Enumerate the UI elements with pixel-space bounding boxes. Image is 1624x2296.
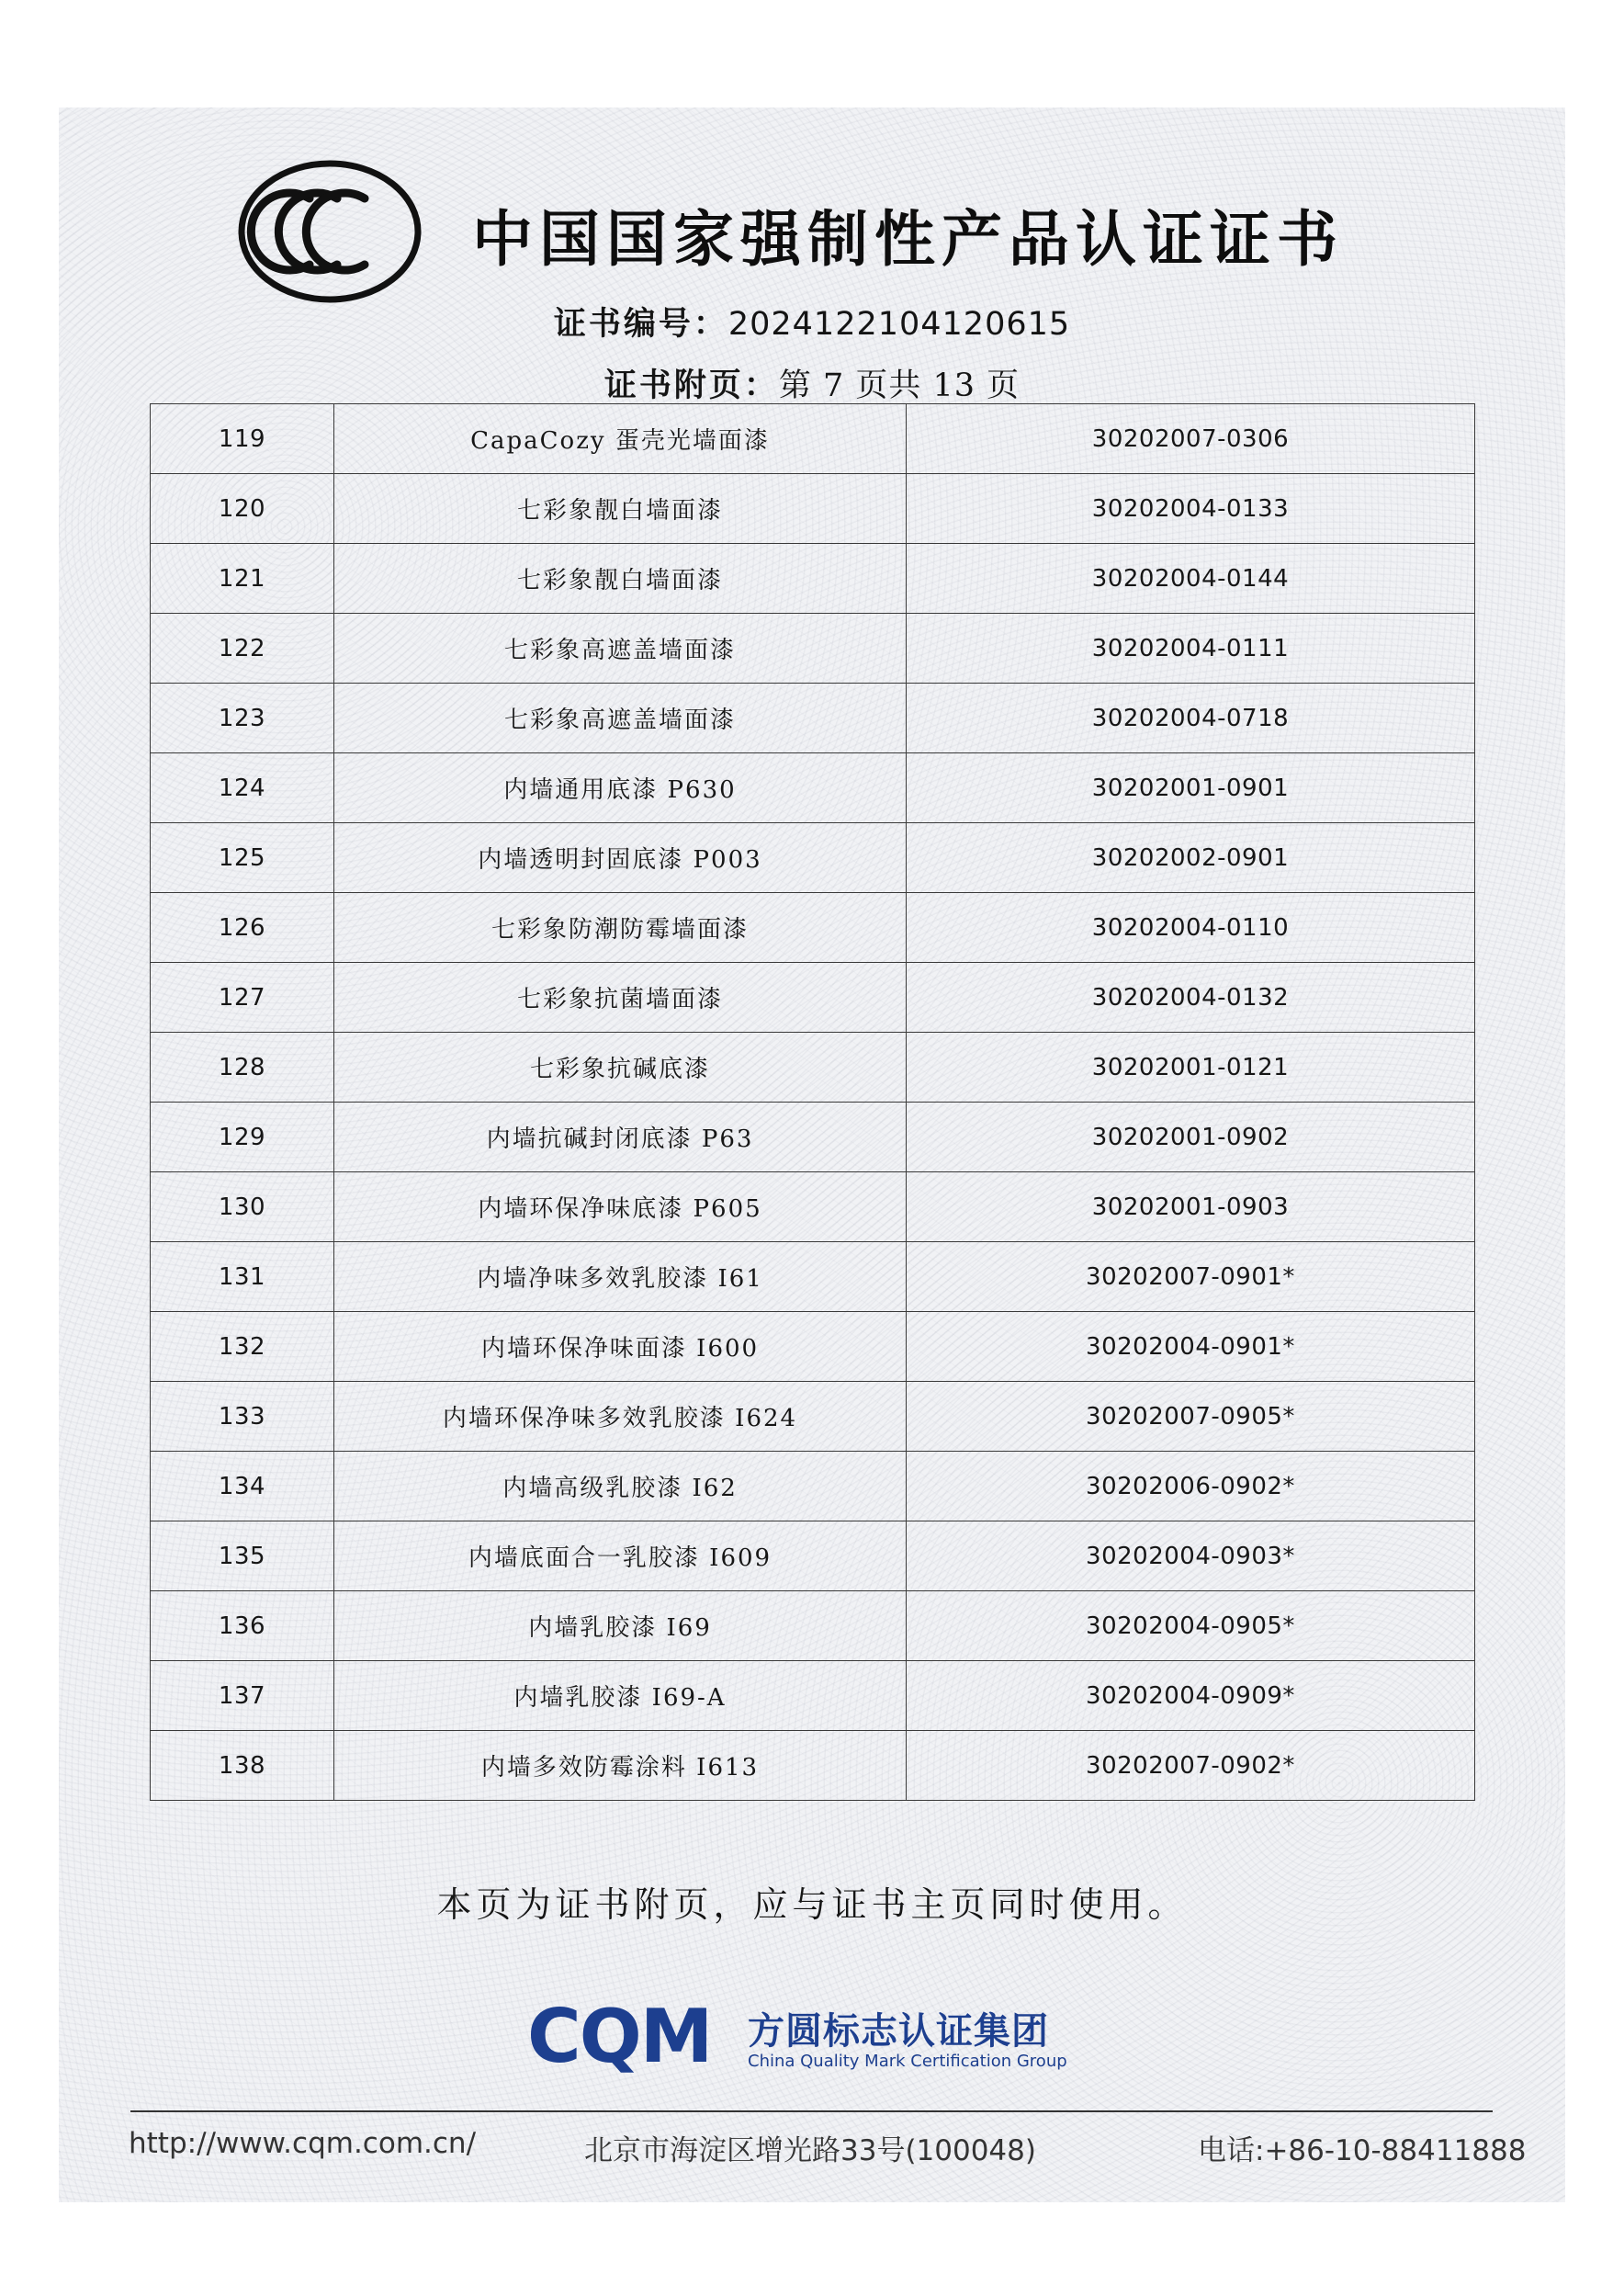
table-row: [151, 684, 1475, 753]
row-number: 129: [151, 1103, 334, 1172]
product-code: 30202001-0902: [907, 1103, 1475, 1172]
product-code: 30202001-0121: [907, 1033, 1475, 1103]
certificate-number: [59, 299, 1565, 345]
row-number: 127: [151, 963, 334, 1033]
product-name: 内墙净味多效乳胶漆 I61: [334, 1242, 907, 1312]
row-number: 134: [151, 1452, 334, 1521]
footnote: 本页为证书附页，应与证书主页同时使用。: [436, 1884, 1188, 1925]
product-name: 内墙环保净味多效乳胶漆 I624: [334, 1382, 907, 1452]
table-row: [151, 823, 1475, 893]
table-row: [151, 1033, 1475, 1103]
product-code: 30202004-0909*: [907, 1661, 1475, 1731]
product-code: 30202004-0903*: [907, 1521, 1475, 1591]
product-code: 30202006-0902*: [907, 1452, 1475, 1521]
product-name: 七彩象靓白墙面漆: [334, 544, 907, 614]
ccc-logo: [238, 158, 422, 305]
product-code: 30202004-0718: [907, 684, 1475, 753]
product-name: 七彩象抗碱底漆: [334, 1033, 907, 1103]
row-number: 132: [151, 1312, 334, 1382]
row-number: 128: [151, 1033, 334, 1103]
table-row: [151, 1731, 1475, 1801]
certificate-page-label: 证书附页：: [603, 367, 779, 404]
cqm-logo-mark: CQM: [527, 1994, 712, 2079]
footer-phone: 电话:+86-10-88411888: [1198, 2134, 1527, 2167]
row-number: 124: [151, 753, 334, 823]
issuer-name-en: China Quality Mark Certification Group: [748, 2052, 1067, 2071]
product-name: 内墙多效防霉涂料 I613: [334, 1731, 907, 1801]
product-code: 30202002-0901: [907, 823, 1475, 893]
certificate-page-value: 第 7 页共 13 页: [778, 368, 1021, 404]
table-row: [151, 1242, 1475, 1312]
document-title: 中国国家强制性产品认证证书: [472, 204, 1344, 275]
product-name: 七彩象抗菌墙面漆: [334, 963, 907, 1033]
row-number: 133: [151, 1382, 334, 1452]
row-number: 136: [151, 1591, 334, 1661]
product-name: 内墙乳胶漆 I69-A: [334, 1661, 907, 1731]
row-number: 131: [151, 1242, 334, 1312]
row-number: 122: [151, 614, 334, 684]
product-code: 30202004-0901*: [907, 1312, 1475, 1382]
product-table: [150, 403, 1475, 1801]
product-code: 30202001-0901: [907, 753, 1475, 823]
certificate-paper: [59, 107, 1565, 2202]
table-row: [151, 1382, 1475, 1452]
product-name: 七彩象高遮盖墙面漆: [334, 614, 907, 684]
table-row: [151, 544, 1475, 614]
product-name: 内墙透明封固底漆 P003: [334, 823, 907, 893]
row-number: 125: [151, 823, 334, 893]
row-number: 138: [151, 1731, 334, 1801]
product-code: 30202004-0144: [907, 544, 1475, 614]
product-name: 内墙环保净味底漆 P605: [334, 1172, 907, 1242]
product-code: 30202004-0905*: [907, 1591, 1475, 1661]
product-table-body: [151, 404, 1475, 1801]
row-number: 119: [151, 404, 334, 474]
certificate-number-label: 证书编号：: [553, 305, 728, 343]
row-number: 137: [151, 1661, 334, 1731]
certificate-number-value: 2024122104120615: [727, 306, 1071, 343]
product-name: 内墙乳胶漆 I69: [334, 1591, 907, 1661]
row-number: 123: [151, 684, 334, 753]
row-number: 121: [151, 544, 334, 614]
table-row: [151, 963, 1475, 1033]
footer-divider: [130, 2110, 1493, 2112]
issuer-name-cn: 方圆标志认证集团: [748, 2010, 1049, 2053]
table-row: [151, 1312, 1475, 1382]
product-code: 30202007-0306: [907, 404, 1475, 474]
row-number: 120: [151, 474, 334, 544]
footer-address: 北京市海淀区增光路33号(100048): [584, 2134, 1036, 2167]
product-name: 内墙抗碱封闭底漆 P63: [334, 1103, 907, 1172]
product-name: CapaCozy 蛋壳光墙面漆: [334, 404, 907, 474]
table-row: [151, 1103, 1475, 1172]
table-row: [151, 1521, 1475, 1591]
product-name: 七彩象靓白墙面漆: [334, 474, 907, 544]
table-row: [151, 614, 1475, 684]
footer-url[interactable]: http://www.cqm.com.cn/: [129, 2127, 477, 2160]
product-code: 30202004-0133: [907, 474, 1475, 544]
product-code: 30202004-0110: [907, 893, 1475, 963]
product-code: 30202007-0901*: [907, 1242, 1475, 1312]
product-name: 内墙底面合一乳胶漆 I609: [334, 1521, 907, 1591]
row-number: 135: [151, 1521, 334, 1591]
product-name: 内墙通用底漆 P630: [334, 753, 907, 823]
table-row: [151, 474, 1475, 544]
table-row: [151, 1591, 1475, 1661]
product-code: 30202004-0111: [907, 614, 1475, 684]
product-code: 30202007-0902*: [907, 1731, 1475, 1801]
table-row: [151, 1452, 1475, 1521]
table-row: [151, 893, 1475, 963]
product-code: 30202004-0132: [907, 963, 1475, 1033]
product-name: 七彩象防潮防霉墙面漆: [334, 893, 907, 963]
product-name: 内墙高级乳胶漆 I62: [334, 1452, 907, 1521]
certificate-page-info: [59, 360, 1565, 406]
table-row: [151, 1172, 1475, 1242]
table-row: [151, 753, 1475, 823]
table-row: [151, 1661, 1475, 1731]
issuer-logo: [527, 1994, 1170, 2083]
product-name: 七彩象高遮盖墙面漆: [334, 684, 907, 753]
product-name: 内墙环保净味面漆 I600: [334, 1312, 907, 1382]
row-number: 126: [151, 893, 334, 963]
product-code: 30202001-0903: [907, 1172, 1475, 1242]
row-number: 130: [151, 1172, 334, 1242]
product-code: 30202007-0905*: [907, 1382, 1475, 1452]
table-row: [151, 404, 1475, 474]
